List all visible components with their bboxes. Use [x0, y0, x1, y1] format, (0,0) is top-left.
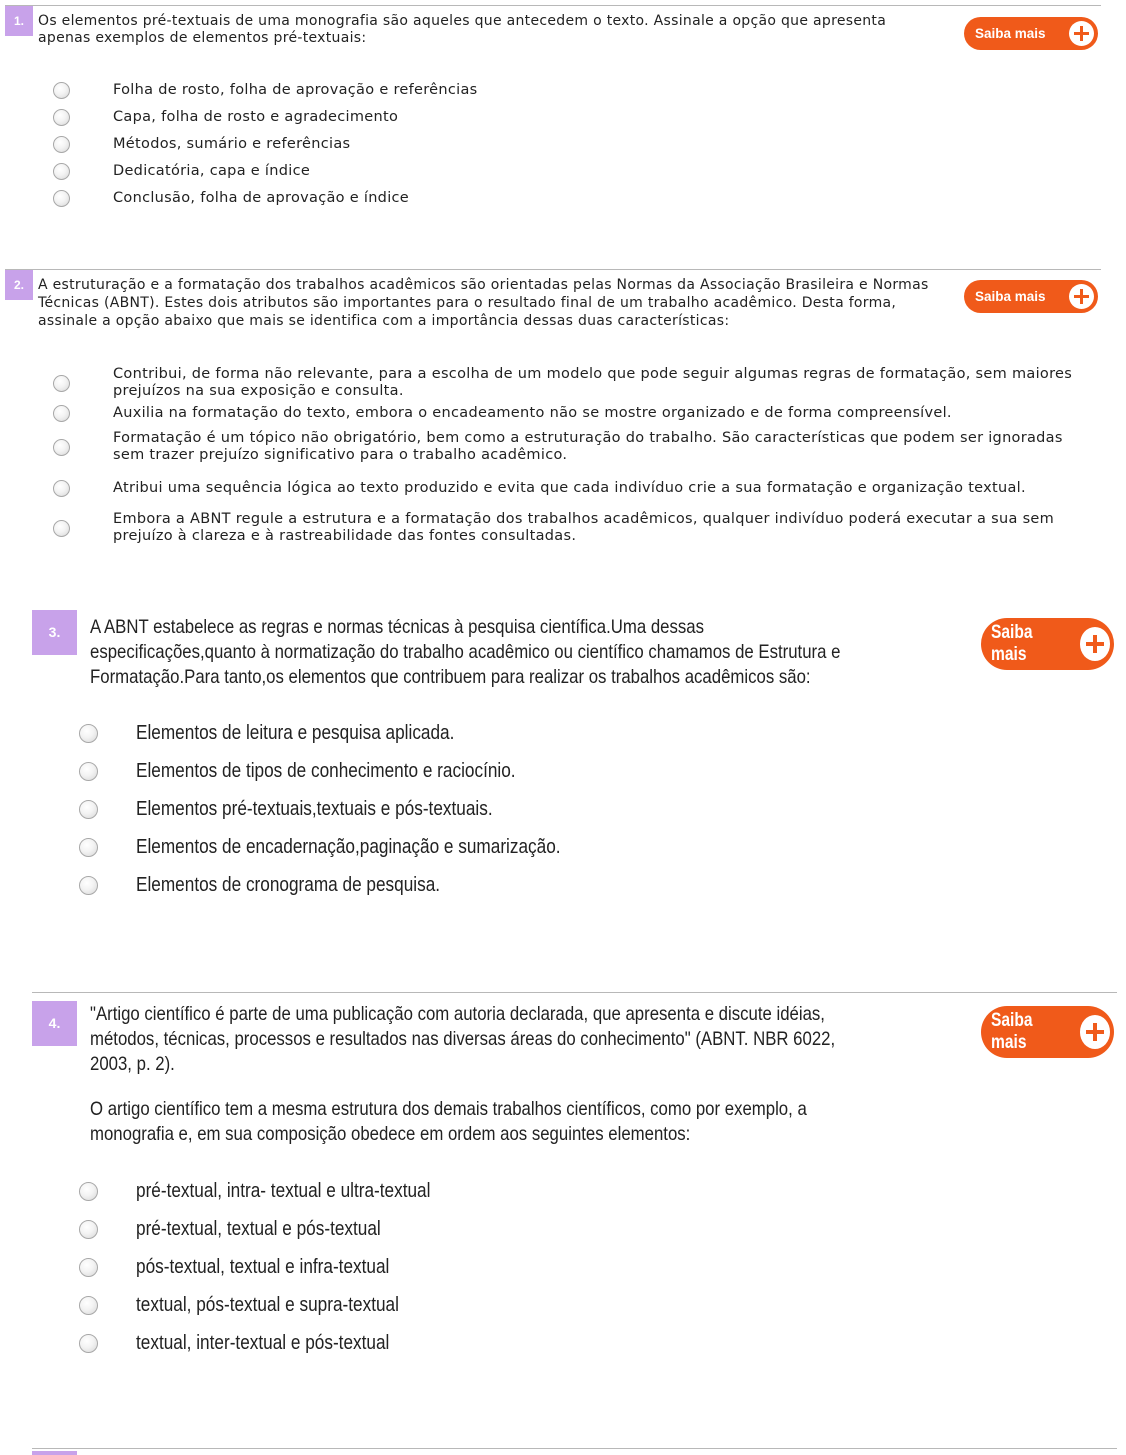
- question-number: 2.: [5, 270, 33, 300]
- question-paragraph: O artigo científico tem a mesma estrutura dos demais trabalhos científicos, como por exemplo, a monografia e, em sua composição obedece em ordem aos seguintes elementos:: [90, 1098, 807, 1145]
- radio-button[interactable]: [79, 1182, 98, 1201]
- answer-option[interactable]: [53, 104, 478, 131]
- answer-option[interactable]: [53, 185, 478, 212]
- radio-button[interactable]: [53, 190, 70, 207]
- answer-option[interactable]: [79, 752, 630, 790]
- option-label: Embora a ABNT regule a estrutura e a formatação dos trabalhos acadêmicos, qualquer indivíduo poderá executar a sua sem prejuízo à clareza e à rastreabilidade das fontes consultadas.: [113, 511, 1055, 544]
- answer-options: [53, 365, 1098, 549]
- question-paragraph: "Artigo científico é parte de uma publicação com autoria declarada, que apresenta e discute idéias, métodos, técnicas, processos e resultados nas diversas áreas do conhecimento" (ABNT. NBR 6022, 2003, p. 2).: [90, 1003, 836, 1075]
- answer-option[interactable]: [79, 714, 630, 752]
- answer-option[interactable]: [53, 507, 1098, 549]
- radio-button[interactable]: [53, 520, 70, 537]
- question-paragraph: A ABNT estabelece as regras e normas técnicas à pesquisa científica.Uma dessas especificações,quanto à normatização do trabalho acadêmico ou científico chamamos de Estrutura e Formatação.Para tanto,os elementos que contribuem para realizar os trabalhos acadêmicos são:: [90, 616, 841, 688]
- answer-option[interactable]: [79, 790, 630, 828]
- option-label: Auxilia na formatação do texto, embora o encadeamento não se mostre organizado e de forma compreensível.: [113, 404, 952, 421]
- answer-option[interactable]: [79, 1172, 478, 1210]
- option-label: Elementos de leitura e pesquisa aplicada.: [136, 721, 455, 744]
- radio-button[interactable]: [79, 838, 98, 857]
- saiba-mais-label: Saiba mais: [975, 26, 1046, 41]
- question-number-partial: [32, 1451, 77, 1455]
- answer-options: [79, 714, 630, 904]
- answer-option[interactable]: [53, 77, 478, 104]
- saiba-mais-label: Saiba mais: [975, 289, 1046, 304]
- question-number: 4.: [32, 1001, 77, 1046]
- radio-button[interactable]: [79, 1334, 98, 1353]
- answer-option[interactable]: [79, 866, 630, 904]
- radio-button[interactable]: [79, 1220, 98, 1239]
- answer-options: [53, 77, 478, 212]
- answer-option[interactable]: [79, 1210, 478, 1248]
- option-label: Métodos, sumário e referências: [113, 136, 351, 152]
- radio-button[interactable]: [53, 109, 70, 126]
- answer-option[interactable]: [53, 131, 478, 158]
- radio-button[interactable]: [53, 405, 70, 422]
- answer-options: [79, 1172, 478, 1362]
- option-label: Contribui, de forma não relevante, para a escolha de um modelo que pode seguir algumas regras de formatação, sem maiores prejuízos na sua exposição e consulta.: [113, 366, 1073, 399]
- answer-option[interactable]: [79, 1248, 478, 1286]
- question-paragraph: A estruturação e a formatação dos trabalhos acadêmicos são orientadas pelas Normas da Associação Brasileira e Normas Técnicas (ABNT). Estes dois atributos são importantes para o resultado final de um trabalho acadêmico. Desta forma, assinale a opção abaixo que mais se identifica com a importância dessas duas características:: [38, 277, 929, 329]
- saiba-mais-button[interactable]: [981, 1006, 1114, 1058]
- option-label: pré-textual, textual e pós-textual: [136, 1217, 381, 1240]
- question-text: [38, 13, 933, 47]
- question-1: [5, 5, 1101, 221]
- radio-button[interactable]: [53, 163, 70, 180]
- radio-button[interactable]: [79, 876, 98, 895]
- option-label: Capa, folha de rosto e agradecimento: [113, 109, 399, 125]
- radio-button[interactable]: [79, 724, 98, 743]
- option-label: Atribui uma sequência lógica ao texto produzido e evita que cada indivíduo crie a sua formatação e organização textual.: [113, 479, 1026, 496]
- question-text: [90, 615, 847, 690]
- option-label: textual, pós-textual e supra-textual: [136, 1293, 399, 1316]
- option-label: textual, inter-textual e pós-textual: [136, 1331, 390, 1354]
- radio-button[interactable]: [53, 439, 70, 456]
- radio-button[interactable]: [79, 1258, 98, 1277]
- radio-button[interactable]: [79, 762, 98, 781]
- plus-icon: [1080, 627, 1110, 661]
- answer-option[interactable]: [53, 158, 478, 185]
- saiba-mais-button[interactable]: [964, 17, 1098, 50]
- option-label: Conclusão, folha de aprovação e índice: [113, 190, 410, 206]
- question-2: [5, 269, 1101, 570]
- radio-button[interactable]: [79, 800, 98, 819]
- answer-option[interactable]: [53, 365, 1098, 401]
- radio-button[interactable]: [53, 82, 70, 99]
- radio-button[interactable]: [53, 375, 70, 392]
- option-label: pré-textual, intra- textual e ultra-textual: [136, 1179, 431, 1202]
- question-number: 3.: [32, 610, 77, 655]
- plus-icon: [1069, 284, 1094, 309]
- question-number: 1.: [5, 6, 33, 36]
- option-label: Dedicatória, capa e índice: [113, 163, 311, 179]
- option-label: Elementos de tipos de conhecimento e raciocínio.: [136, 759, 516, 782]
- answer-option[interactable]: [79, 828, 630, 866]
- option-label: Elementos de cronograma de pesquisa.: [136, 873, 441, 896]
- question-paragraph: Os elementos pré-textuais de uma monografia são aqueles que antecedem o texto. Assinale a opção que apresenta apenas exemplos de elementos pré-textuais:: [38, 13, 887, 46]
- answer-option[interactable]: [53, 401, 1098, 425]
- radio-button[interactable]: [53, 480, 70, 497]
- question-4: [32, 992, 1117, 1413]
- answer-option[interactable]: [79, 1286, 478, 1324]
- saiba-mais-button[interactable]: [964, 280, 1098, 313]
- plus-icon: [1080, 1015, 1110, 1049]
- question-text: [90, 1002, 847, 1147]
- answer-option[interactable]: [79, 1324, 478, 1362]
- plus-icon: [1069, 21, 1094, 46]
- option-label: Formatação é um tópico não obrigatório, bem como a estruturação do trabalho. São características que podem ser ignoradas sem trazer prejuízo significativo para o trabalho acadêmico.: [113, 430, 1063, 463]
- answer-option[interactable]: [53, 425, 1098, 469]
- radio-button[interactable]: [79, 1296, 98, 1315]
- option-label: Folha de rosto, folha de aprovação e referências: [113, 82, 478, 98]
- question-3: [32, 610, 1117, 940]
- option-label: Elementos pré-textuais,textuais e pós-textuais.: [136, 797, 493, 820]
- saiba-mais-button[interactable]: [981, 618, 1114, 670]
- question-text: [38, 276, 938, 330]
- saiba-mais-label: Saiba mais: [991, 1010, 1033, 1053]
- option-label: Elementos de encadernação,paginação e sumarização.: [136, 835, 561, 858]
- radio-button[interactable]: [53, 136, 70, 153]
- answer-option[interactable]: [53, 469, 1098, 507]
- saiba-mais-label: Saiba mais: [991, 622, 1033, 665]
- option-label: pós-textual, textual e infra-textual: [136, 1255, 390, 1278]
